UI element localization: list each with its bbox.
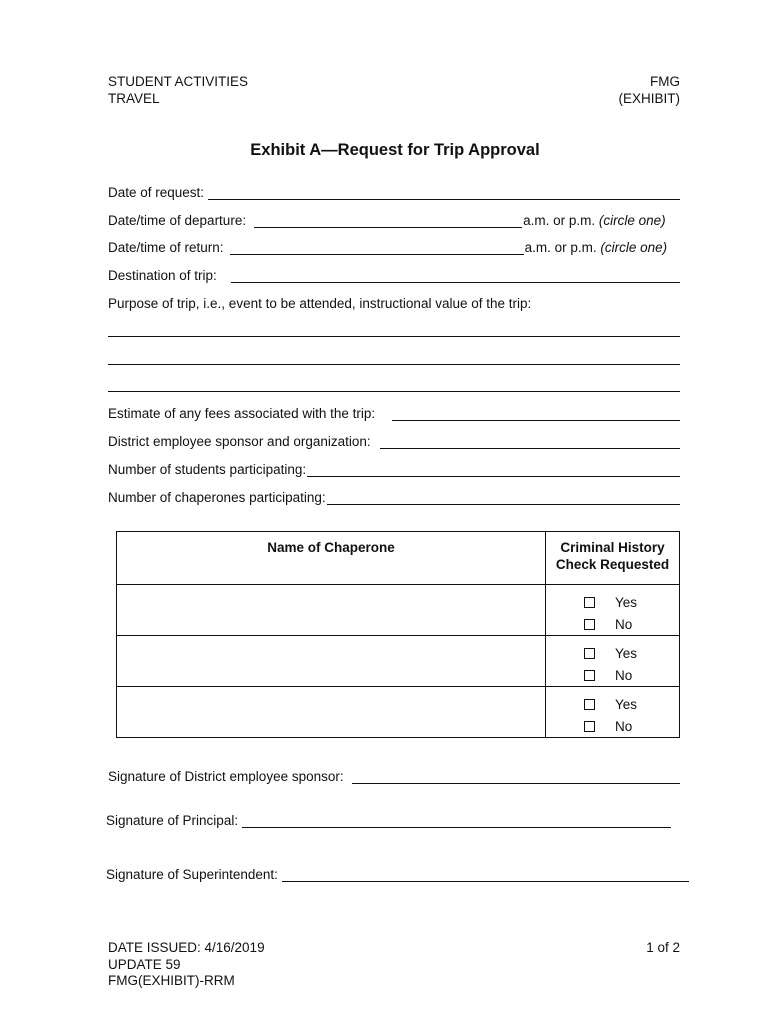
criminal-history-header [546, 532, 680, 585]
sponsor-row [108, 429, 680, 449]
chaperones-field[interactable] [327, 490, 680, 505]
yes-label: Yes [615, 696, 638, 712]
principal-signature-label: Signature of Principal: [106, 813, 239, 828]
yes-checkbox[interactable] [584, 648, 595, 659]
principal-signature-field[interactable] [242, 813, 671, 828]
table-row [117, 687, 680, 738]
no-checkbox[interactable] [584, 619, 595, 630]
no-label: No [615, 667, 633, 683]
circle-one-text: (circle one) [598, 213, 666, 228]
destination-label: Destination of trip: [108, 268, 217, 283]
superintendent-signature-row [106, 862, 689, 882]
date-issued: DATE ISSUED: 4/16/2019 [108, 940, 265, 955]
chaperone-name-cell[interactable] [117, 636, 546, 687]
sponsor-field[interactable] [380, 434, 680, 449]
sponsor-signature-row [108, 764, 680, 784]
header-right [618, 73, 680, 107]
students-label: Number of students participating: [108, 462, 307, 477]
header-code: FMG [650, 74, 680, 89]
sponsor-signature-field[interactable] [352, 769, 680, 784]
students-row [108, 457, 680, 477]
chaperones-row [108, 485, 680, 505]
sponsor-label: District employee sponsor and organization: [108, 434, 371, 449]
no-checkbox[interactable] [584, 721, 595, 732]
purpose-line-3[interactable] [108, 391, 680, 392]
header-type: (EXHIBIT) [618, 91, 680, 106]
chaperone-name-cell[interactable] [117, 687, 546, 738]
circle-one-text: (circle one) [600, 240, 668, 255]
departure-ampm [523, 213, 666, 228]
chaperone-name-cell[interactable] [117, 585, 546, 636]
departure-label: Date/time of departure: [108, 213, 247, 228]
page-number: 1 of 2 [646, 940, 680, 955]
fees-label: Estimate of any fees associated with the trip: [108, 406, 376, 421]
return-ampm [525, 240, 668, 255]
return-label: Date/time of return: [108, 240, 224, 255]
am-pm-text: a.m. or p.m. [524, 240, 597, 255]
superintendent-signature-label: Signature of Superintendent: [106, 867, 278, 882]
document-code: FMG(EXHIBIT)-RRM [108, 973, 235, 988]
page-title: Exhibit A—Request for Trip Approval [250, 141, 540, 159]
no-checkbox[interactable] [584, 670, 595, 681]
date-of-request-field[interactable] [208, 185, 680, 200]
fees-field[interactable] [392, 406, 680, 421]
purpose-row [108, 291, 680, 311]
date-of-request-row [108, 180, 680, 200]
criminal-history-header-line1: Criminal History [560, 540, 665, 555]
fees-row [108, 401, 680, 421]
header-subcategory: TRAVEL [108, 91, 160, 106]
header-left [108, 73, 248, 107]
chaperone-table [116, 531, 680, 738]
check-cell [546, 585, 680, 636]
destination-row [108, 263, 680, 283]
chaperones-label: Number of chaperones participating: [108, 490, 326, 505]
yes-checkbox[interactable] [584, 597, 595, 608]
return-row [108, 235, 680, 255]
superintendent-signature-field[interactable] [282, 867, 689, 882]
table-header-row [117, 532, 680, 585]
header-category: STUDENT ACTIVITIES [108, 74, 249, 89]
criminal-history-header-line2: Check Requested [555, 557, 670, 572]
no-label: No [615, 718, 633, 734]
departure-field[interactable] [254, 213, 522, 228]
footer-left [108, 940, 265, 990]
check-cell [546, 687, 680, 738]
update-number: UPDATE 59 [108, 956, 181, 972]
table-row [117, 585, 680, 636]
chaperone-name-header: Name of Chaperone [117, 532, 546, 585]
date-of-request-label: Date of request: [108, 185, 205, 200]
principal-signature-row [106, 808, 671, 828]
am-pm-text: a.m. or p.m. [523, 213, 596, 228]
purpose-line-2[interactable] [108, 364, 680, 365]
yes-checkbox[interactable] [584, 699, 595, 710]
return-field[interactable] [230, 240, 524, 255]
purpose-label: Purpose of trip, i.e., event to be attended, instructional value of the trip: [108, 296, 532, 311]
destination-field[interactable] [231, 268, 680, 283]
students-field[interactable] [307, 462, 680, 477]
check-cell [546, 636, 680, 687]
table-row [117, 636, 680, 687]
departure-row [108, 208, 680, 228]
no-label: No [615, 616, 633, 632]
yes-label: Yes [615, 645, 638, 661]
sponsor-signature-label: Signature of District employee sponsor: [108, 769, 344, 784]
yes-label: Yes [615, 594, 638, 610]
purpose-line-1[interactable] [108, 336, 680, 337]
